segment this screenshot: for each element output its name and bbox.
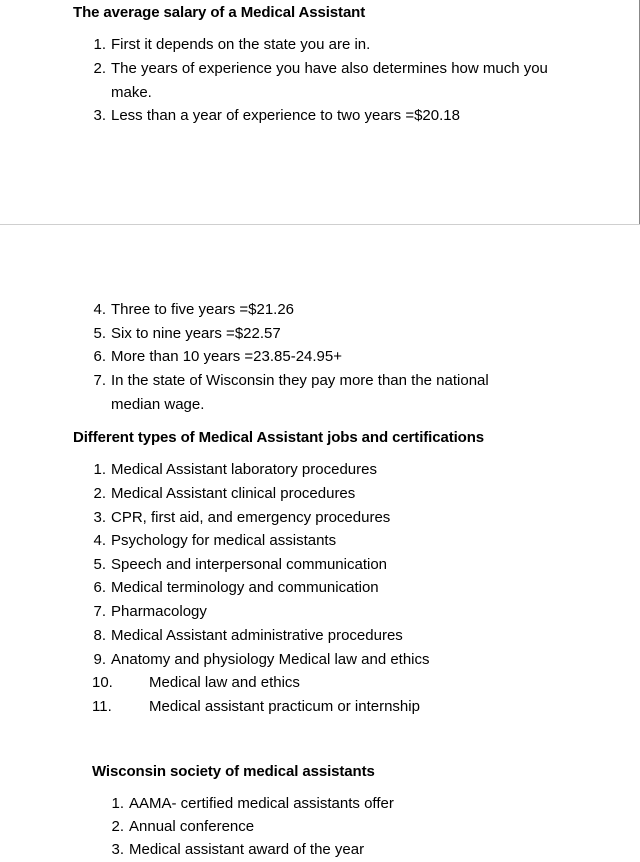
- society-heading: Wisconsin society of medical assistants: [92, 763, 375, 780]
- list-number: 2.: [111, 818, 124, 835]
- list-number: 2.: [93, 485, 106, 502]
- list-text: Medical Assistant clinical procedures: [111, 485, 356, 502]
- list-text: Anatomy and physiology Medical law and ethics: [111, 651, 430, 668]
- list-number: 1.: [93, 36, 106, 53]
- list-text: Medical law and ethics: [149, 674, 300, 691]
- list-number: 2.: [93, 60, 106, 77]
- list-number: 3.: [93, 509, 106, 526]
- list-text: Speech and interpersonal communication: [111, 556, 387, 573]
- list-text: Medical Assistant administrative procedures: [111, 627, 403, 644]
- list-number: 10.: [92, 674, 113, 691]
- list-number: 8.: [93, 627, 106, 644]
- list-number: 1.: [93, 461, 106, 478]
- page-break-divider: [0, 224, 640, 225]
- list-text: Six to nine years =$22.57: [111, 325, 281, 342]
- list-number: 3.: [111, 841, 124, 858]
- list-text: AAMA- certified medical assistants offer: [129, 795, 394, 812]
- list-text: Three to five years =$21.26: [111, 301, 295, 318]
- list-text: Medical Assistant laboratory procedures: [111, 461, 377, 478]
- list-text: Medical assistant practicum or internship: [149, 698, 420, 715]
- list-text: Psychology for medical assistants: [111, 532, 337, 549]
- list-number: 5.: [93, 325, 106, 342]
- list-text: The years of experience you have also determines how much you make.: [111, 60, 548, 101]
- list-number: 1.: [111, 795, 124, 812]
- list-text: Less than a year of experience to two years =$20.18: [111, 107, 460, 124]
- list-text: In the state of Wisconsin they pay more than the national median wage.: [111, 372, 489, 413]
- list-text: Medical terminology and communication: [111, 579, 379, 596]
- list-number: 9.: [93, 651, 106, 668]
- salary-heading: The average salary of a Medical Assistant: [73, 4, 366, 21]
- list-number: 3.: [93, 107, 106, 124]
- list-text: Annual conference: [129, 818, 255, 835]
- list-number: 7.: [93, 372, 106, 389]
- list-number: 5.: [93, 556, 106, 573]
- list-number: 6.: [93, 579, 106, 596]
- jobs-heading: Different types of Medical Assistant jobs and certifications: [73, 429, 485, 446]
- list-text: First it depends on the state you are in.: [111, 36, 371, 53]
- list-number: 4.: [93, 301, 106, 318]
- list-text: Medical assistant award of the year: [129, 841, 365, 858]
- list-text: More than 10 years =23.85-24.95+: [111, 348, 342, 365]
- list-text: Pharmacology: [111, 603, 207, 620]
- list-text: CPR, first aid, and emergency procedures: [111, 509, 391, 526]
- list-number: 4.: [93, 532, 106, 549]
- list-number: 6.: [93, 348, 106, 365]
- list-number: 11.: [92, 698, 112, 715]
- list-number: 7.: [93, 603, 106, 620]
